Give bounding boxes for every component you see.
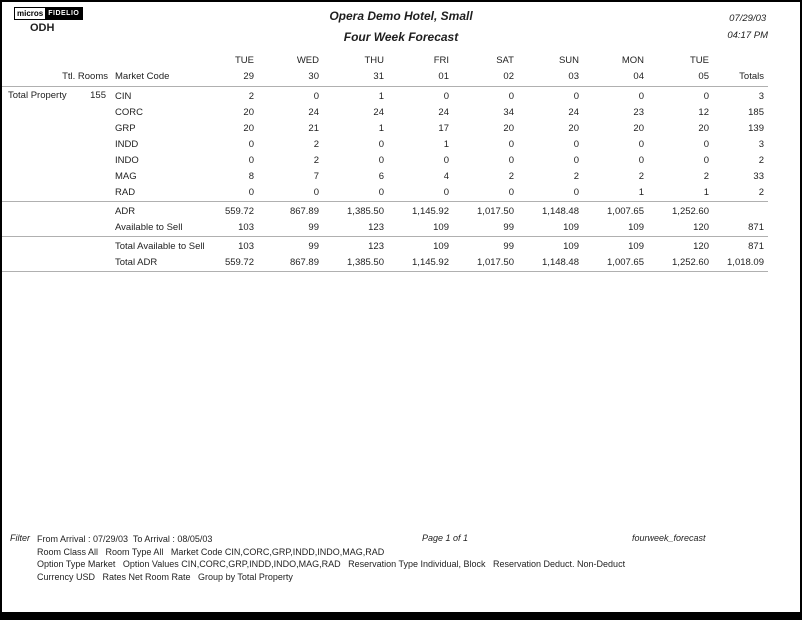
row-label: CIN [115, 90, 132, 102]
row-value: 123 [368, 240, 384, 252]
table-row [4, 68, 766, 84]
row-label: INDD [115, 138, 139, 150]
row-value: 0 [573, 90, 579, 102]
report-date: 07/29/03 [729, 13, 767, 24]
row-value: 2 [508, 170, 514, 182]
row-value: 02 [503, 70, 514, 82]
row-total: 1,018.09 [727, 256, 764, 268]
row-value: 99 [308, 240, 319, 252]
row-value: 0 [703, 90, 709, 102]
row-value: 1,385.50 [347, 256, 384, 268]
row-value: 04 [633, 70, 644, 82]
row-value: 7 [313, 170, 319, 182]
row-value: 6 [378, 170, 384, 182]
filter-label: Filter [10, 533, 30, 543]
row-value: 30 [308, 70, 319, 82]
divider [2, 236, 768, 237]
row-value: 1 [703, 186, 709, 198]
row-value: 2 [638, 170, 644, 182]
table-row [4, 88, 766, 104]
row-value: 0 [443, 154, 449, 166]
row-value: 0 [573, 186, 579, 198]
row-value: 1,007.65 [607, 205, 644, 217]
datetime-block [727, 10, 768, 44]
row-value: TUE [235, 54, 254, 66]
row-value: 21 [308, 122, 319, 134]
row-value: 1,252.60 [672, 256, 709, 268]
row-value: 2 [248, 90, 254, 102]
table-row [4, 219, 766, 235]
row-value: 1 [378, 90, 384, 102]
table-header-rows [4, 52, 766, 84]
row-label: RAD [115, 186, 136, 198]
row-value: 123 [368, 221, 384, 233]
row-value: 1,145.92 [412, 256, 449, 268]
table-row [4, 168, 766, 184]
ttl-rooms-value: 155 [90, 90, 106, 101]
row-value: 24 [438, 106, 449, 118]
row-value: 2 [313, 138, 319, 150]
row-value: 109 [433, 240, 449, 252]
row-total: 2 [758, 154, 764, 166]
logo-fidelio-text: FIDELIO [45, 8, 82, 19]
row-value: SUN [558, 54, 579, 66]
row-value: 1,385.50 [347, 205, 384, 217]
row-total: 871 [748, 221, 764, 233]
report-file-name: fourweek_forecast [632, 533, 706, 543]
row-value: 559.72 [224, 205, 254, 217]
row-value: 103 [238, 240, 254, 252]
row-value: 20 [698, 122, 709, 134]
property-code: ODH [30, 22, 55, 34]
row-value: 05 [698, 70, 709, 82]
row-value: FRI [433, 54, 449, 66]
row-value: 1,017.50 [477, 205, 514, 217]
row-value: 8 [248, 170, 254, 182]
summary-rows [4, 203, 766, 235]
row-value: 99 [503, 221, 514, 233]
row-value: 1,007.65 [607, 256, 644, 268]
row-value: 99 [503, 240, 514, 252]
table-row [4, 203, 766, 219]
row-value: MON [621, 54, 644, 66]
row-label: Market Code [115, 70, 170, 82]
title-block [2, 9, 800, 44]
group-label: Total Property [8, 90, 67, 101]
row-value: 20 [568, 122, 579, 134]
row-value: 17 [438, 122, 449, 134]
row-value: 109 [563, 240, 579, 252]
total-rows [4, 238, 766, 270]
bottom-border [2, 612, 800, 618]
row-label: Total ADR [115, 256, 158, 268]
table-row [4, 184, 766, 200]
filter-line: Option Type Market Option Values CIN,CORC,GRP,INDD,INDO,MAG,RAD Reservation Type Individual, Block Reservation Deduct. Non-Deduct [37, 559, 626, 570]
row-value: 0 [573, 138, 579, 150]
row-value: 0 [313, 90, 319, 102]
row-value: 1 [443, 138, 449, 150]
row-value: 23 [633, 106, 644, 118]
row-value: 24 [568, 106, 579, 118]
row-value: 29 [243, 70, 254, 82]
filter-line: From Arrival : 07/29/03 To Arrival : 08/05/03 [37, 534, 213, 544]
table-row [4, 238, 766, 254]
row-value: 0 [508, 154, 514, 166]
divider [2, 86, 768, 87]
divider [2, 201, 768, 202]
row-value: 109 [628, 240, 644, 252]
row-value: 1,148.48 [542, 205, 579, 217]
table-row [4, 104, 766, 120]
row-value: 867.89 [289, 205, 319, 217]
row-value: 0 [248, 154, 254, 166]
row-value: 1 [378, 122, 384, 134]
row-total: 139 [748, 122, 764, 134]
row-value: SAT [496, 54, 514, 66]
row-first-cell: Ttl. Rooms [62, 70, 108, 82]
row-value: 0 [248, 138, 254, 150]
row-value: 12 [698, 106, 709, 118]
row-value: 1 [638, 186, 644, 198]
row-total: 185 [748, 106, 764, 118]
page-info: Page 1 of 1 [422, 533, 469, 543]
row-value: 24 [373, 106, 384, 118]
row-value: 34 [503, 106, 514, 118]
row-total: Totals [739, 70, 764, 82]
row-value: 20 [503, 122, 514, 134]
table-row [4, 152, 766, 168]
logo-micros-text: micros [17, 9, 44, 18]
row-value: 0 [378, 154, 384, 166]
row-value: 2 [573, 170, 579, 182]
row-value: THU [364, 54, 384, 66]
row-value: 103 [238, 221, 254, 233]
row-value: 559.72 [224, 256, 254, 268]
report-subtitle: Four Week Forecast [343, 30, 459, 44]
row-value: 1,017.50 [477, 256, 514, 268]
table-row [4, 52, 766, 68]
table-row [4, 254, 766, 270]
table-row [4, 120, 766, 136]
row-value: 0 [703, 154, 709, 166]
row-value: 01 [438, 70, 449, 82]
row-value: 0 [638, 90, 644, 102]
filter-line: Room Class All Room Type All Market Code CIN,CORC,GRP,INDD,INDO,MAG,RAD [37, 546, 385, 557]
row-total: 2 [758, 186, 764, 198]
row-value: 120 [693, 240, 709, 252]
row-value: 0 [443, 90, 449, 102]
row-value: 99 [308, 221, 319, 233]
row-label: MAG [115, 170, 137, 182]
row-value: 867.89 [289, 256, 319, 268]
row-label: CORC [115, 106, 143, 118]
row-label: GRP [115, 122, 136, 134]
row-value: 0 [638, 138, 644, 150]
row-value: 109 [563, 221, 579, 233]
row-value: 1,148.48 [542, 256, 579, 268]
row-value: 0 [313, 186, 319, 198]
row-value: 120 [693, 221, 709, 233]
row-value: 0 [573, 154, 579, 166]
row-label: INDO [115, 154, 139, 166]
row-value: 1,145.92 [412, 205, 449, 217]
row-value: 0 [703, 138, 709, 150]
row-total: 3 [758, 90, 764, 102]
row-value: 31 [373, 70, 384, 82]
row-value: 20 [243, 122, 254, 134]
row-total: 3 [758, 138, 764, 150]
row-label: ADR [115, 205, 136, 217]
filter-line: Currency USD Rates Net Room Rate Group by Total Property [37, 571, 293, 582]
row-value: TUE [690, 54, 709, 66]
row-total: 33 [753, 170, 764, 182]
report-time: 04:17 PM [727, 30, 768, 41]
row-label: Available to Sell [115, 221, 183, 233]
filter-lines [37, 533, 625, 583]
market-rows [4, 88, 766, 200]
row-value: 20 [633, 122, 644, 134]
row-value: 0 [508, 90, 514, 102]
table-row [4, 136, 766, 152]
divider [2, 271, 768, 272]
row-value: 4 [443, 170, 449, 182]
row-label: Total Available to Sell [115, 240, 205, 252]
row-total: 871 [748, 240, 764, 252]
row-value: 20 [243, 106, 254, 118]
row-value: 0 [378, 138, 384, 150]
row-value: 109 [433, 221, 449, 233]
row-value: 03 [568, 70, 579, 82]
row-value: WED [296, 54, 319, 66]
row-value: 1,252.60 [672, 205, 709, 217]
row-value: 109 [628, 221, 644, 233]
row-value: 2 [703, 170, 709, 182]
report-title: Opera Demo Hotel, Small [329, 9, 473, 23]
row-value: 0 [248, 186, 254, 198]
row-value: 0 [638, 154, 644, 166]
row-value: 24 [308, 106, 319, 118]
row-value: 0 [378, 186, 384, 198]
row-value: 0 [508, 186, 514, 198]
row-value: 0 [508, 138, 514, 150]
row-value: 0 [443, 186, 449, 198]
row-value: 2 [313, 154, 319, 166]
